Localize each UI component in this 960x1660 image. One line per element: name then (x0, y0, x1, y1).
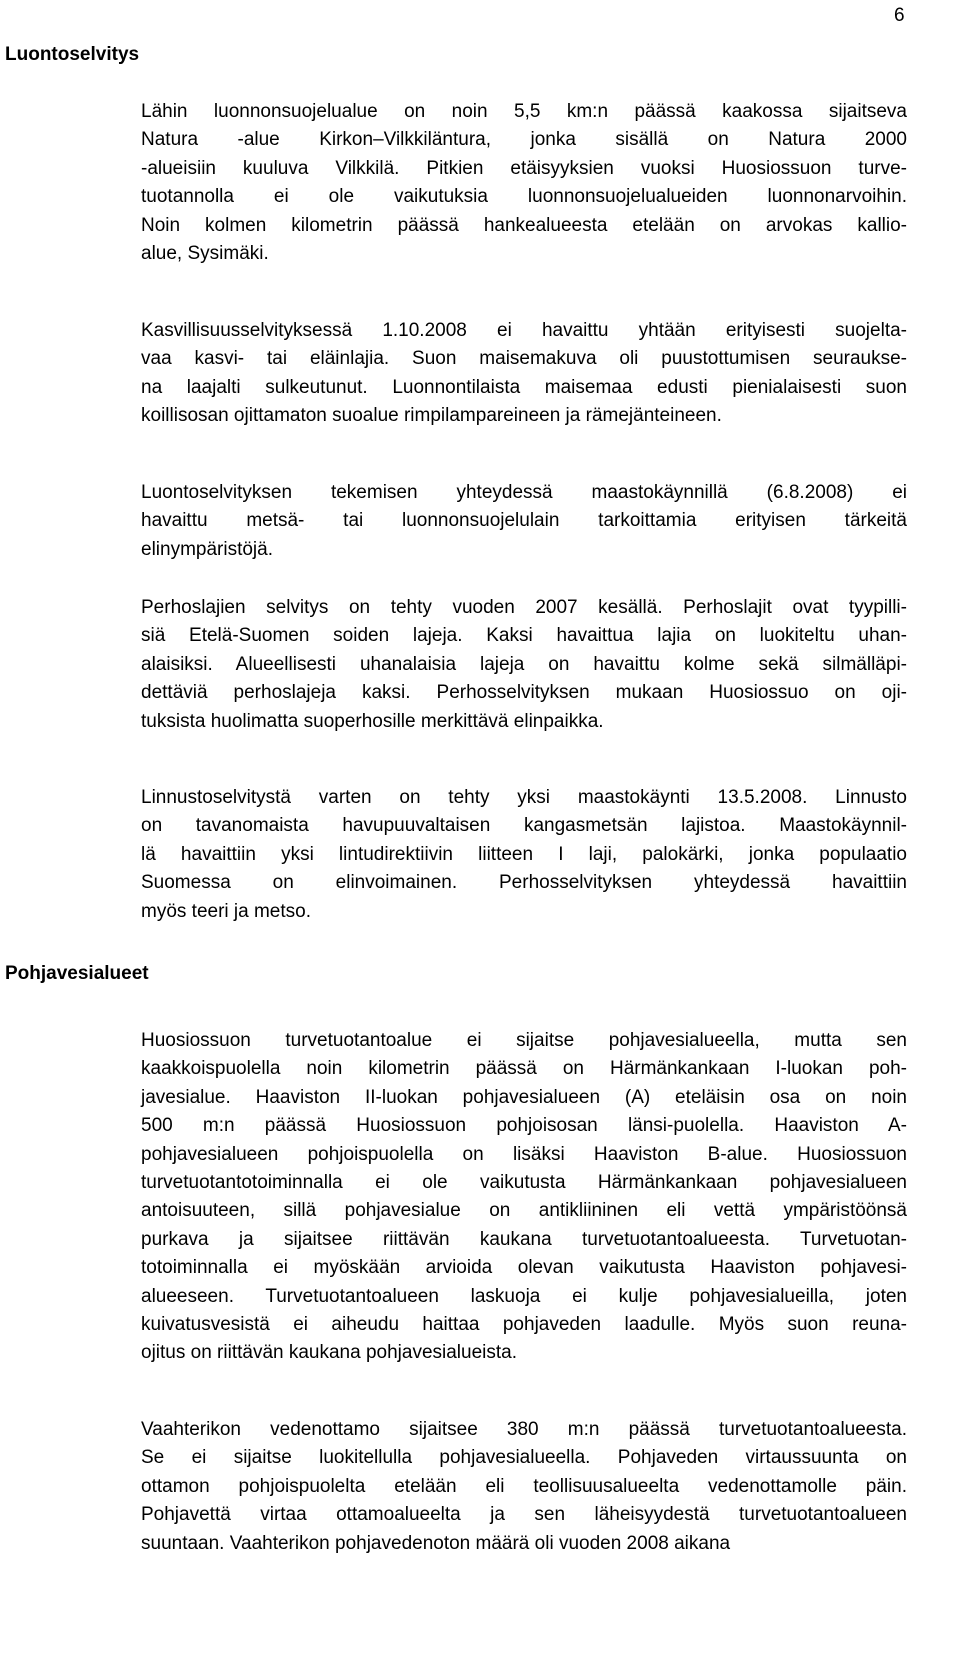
text-line: alueeseen. Turvetuotantoalueen laskuoja ei kulje pohjavesialueilla, joten (141, 1285, 907, 1307)
text-line: elinympäristöjä. (141, 538, 273, 560)
text-line: -alueisiin kuuluva Vilkkilä. Pitkien etäisyyksien vuoksi Huosiossuon turve- (141, 157, 907, 179)
paragraph-butterfly-survey (141, 594, 907, 736)
paragraph-vegetation-survey (141, 317, 907, 431)
text-line: Noin kolmen kilometrin päässä hankealueesta etelään on arvokas kallio- (141, 214, 907, 236)
text-line: Huosiossuon turvetuotantoalue ei sijaitse pohjavesialueella, mutta sen (141, 1030, 907, 1051)
paragraph-bird-survey (141, 784, 907, 926)
paragraph-groundwater-areas (141, 1027, 907, 1368)
text-line: Natura -alue Kirkon–Vilkkiläntura, jonka sisällä on Natura 2000 (141, 129, 907, 151)
text-line: ottamon pohjoispuolelta etelään eli teollisuusalueelta vedenottamolle päin. (141, 1475, 907, 1497)
text-line: Se ei sijaitse luokitellulla pohjavesialueella. Pohjaveden virtaussuunta on (141, 1447, 907, 1469)
text-line: tuksista huolimatta suoperhosille merkittävä elinpaikka. (141, 710, 604, 732)
text-line: totoiminnalla ei myöskään arvioida olevan vaikutusta Haaviston pohjavesi- (141, 1257, 907, 1279)
text-line: havaittu metsä- tai luonnonsuojelulain tarkoittamia erityisen tärkeitä (141, 510, 907, 532)
text-line: vaa kasvi- tai eläinlajia. Suon maisemakuva oli puustottumisen seurauksе- (141, 348, 907, 370)
text-line: Perhoslajien selvitys on tehty vuoden 2007 kesällä. Perhoslajit ovat tyypilli- (141, 597, 907, 618)
text-line: Luontoselvityksen tekemisen yhteydessä maastokäynnillä (6.8.2008) ei (141, 482, 907, 503)
text-line: pohjavesialueen pohjoispuolella on lisäksi Haaviston B-alue. Huosiossuon (141, 1143, 907, 1165)
text-line: siä Etelä-Suomen soiden lajeja. Kaksi havaittua lajia on luokiteltu uhan- (141, 625, 907, 647)
text-line: 500 m:n päässä Huosiossuon pohjoisosan länsi-puolella. Haaviston A- (141, 1115, 907, 1137)
text-line: turvetuotantotoiminnalla ei ole vaikutusta Härmänkankaan pohjavesialueen (141, 1172, 907, 1194)
text-line: Linnustoselvitystä varten on tehty yksi maastokäynti 13.5.2008. Linnusto (141, 787, 907, 808)
paragraph-habitat-survey (141, 479, 907, 564)
text-line: koillisosan ojittamaton suoalue rimpilampareineen ja rämejänteineen. (141, 405, 722, 427)
text-line: Lähin luonnonsuojelualue on noin 5,5 km:n päässä kaakossa sijaitseva (141, 101, 907, 122)
paragraph-water-intake (141, 1416, 907, 1558)
text-line: dettäviä perhoslajeja kaksi. Perhosselvityksen mukaan Huosiossuo on oji- (141, 682, 907, 704)
page-number: 6 (894, 5, 905, 26)
text-line: Pohjavettä virtaa ottamoalueelta ja sen läheisyydestä turvetuotantoalueen (141, 1504, 907, 1526)
text-line: alue, Sysimäki. (141, 243, 269, 265)
text-line: Kasvillisuusselvityksessä 1.10.2008 ei havaittu yhtään erityisesti suojelta- (141, 320, 907, 341)
text-line: purkava ja sijaitsee riittävän kaukana turvetuotantoalueesta. Turvetuotan- (141, 1228, 907, 1250)
paragraph-nature-reserves (141, 98, 907, 268)
text-line: javesialue. Haaviston II-luokan pohjavesialueen (A) eteläisin osa on noin (141, 1086, 907, 1108)
text-line: kuivatusvesistä ei aiheudu haittaa pohjaveden laadulle. Myös suon reuna- (141, 1314, 907, 1336)
text-line: ojitus on riittävän kaukana pohjavesialueista. (141, 1342, 518, 1364)
text-line: alaisiksi. Alueellisesti uhanalaisia lajeja on havaittu kolme sekä silmälläpi- (141, 653, 907, 675)
text-line: na laajalti sulkeutunut. Luonnontilaista maisemaa edusti pienialaisesti suon (141, 376, 907, 398)
text-line: tuotannolla ei ole vaikutuksia luonnonsuojelualueiden luonnonarvoihin. (141, 186, 907, 208)
text-line: suuntaan. Vaahterikon pohjavedenoton määrä oli vuoden 2008 aikana (141, 1532, 731, 1554)
text-line: on tavanomaista havupuuvaltaisen kangasmetsän lajistoa. Maastokäynnil- (141, 815, 907, 837)
text-line: Suomessa on elinvoimainen. Perhosselvityksen yhteydessä havaittiin (141, 872, 907, 894)
text-line: lä havaittiin yksi lintudirektiivin liitteen I laji, palokärki, jonka populaatio (141, 843, 907, 865)
text-line: myös teeri ja metso. (141, 900, 311, 922)
text-line: kaakkoispuolella noin kilometrin päässä on Härmänkankaan I-luokan poh- (141, 1058, 907, 1080)
text-line: antoisuuteen, sillä pohjavesialue on antikliininen eli vettä ympäristöönsä (141, 1200, 907, 1222)
section-heading-luontoselvitys: Luontoselvitys (5, 44, 140, 65)
text-line: Vaahterikon vedenottamo sijaitsee 380 m:n päässä turvetuotantoalueesta. (141, 1419, 907, 1440)
section-heading-pohjavesialueet: Pohjavesialueet (5, 963, 149, 984)
